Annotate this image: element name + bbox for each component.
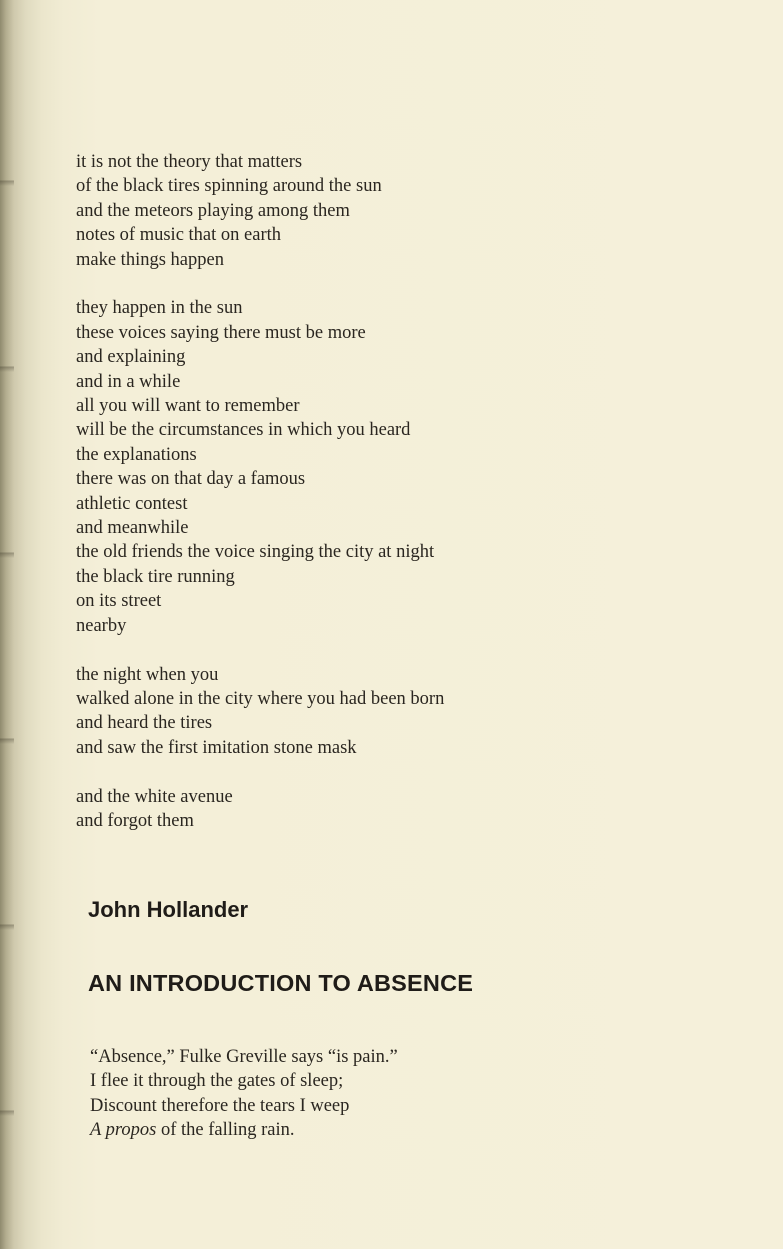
poem-line: walked alone in the city where you had been born xyxy=(76,688,445,709)
line-remainder: of the falling rain. xyxy=(156,1120,295,1141)
poem-line: all you will want to remember xyxy=(76,396,300,417)
poem-line: notes of music that on earth xyxy=(76,225,281,246)
poem-line: the night when you xyxy=(76,664,219,685)
poem-line: on its street xyxy=(76,591,162,612)
stanza-3 xyxy=(76,663,756,761)
poem-line: make things happen xyxy=(76,249,224,270)
poem-line: there was on that day a famous xyxy=(76,469,306,490)
stanza-4 xyxy=(76,785,756,834)
poem-line: it is not the theory that matters xyxy=(76,152,303,172)
poem-line: and saw the first imitation stone mask xyxy=(76,737,357,758)
poem-line: they happen in the sun xyxy=(76,298,243,319)
poem-line: the old friends the voice singing the city at night xyxy=(76,542,435,563)
poem-line: “Absence,” Fulke Greville says “is pain.” xyxy=(90,1047,398,1067)
poem-line: these voices saying there must be more xyxy=(76,322,366,343)
poem-line: I flee it through the gates of sleep; xyxy=(90,1071,344,1092)
poem-line: Discount therefore the tears I weep xyxy=(90,1095,350,1116)
poem-line: and the white avenue xyxy=(76,786,233,807)
italic-phrase: A propos xyxy=(90,1120,157,1141)
poem-line: and the meteors playing among them xyxy=(76,200,350,221)
poem-line: and explaining xyxy=(76,347,186,368)
poem-line: nearby xyxy=(76,615,127,636)
poem-line: and meanwhile xyxy=(76,518,189,539)
poem-line: will be the circumstances in which you heard xyxy=(76,420,411,441)
author-name: John Hollander xyxy=(88,897,249,922)
stanza-1 xyxy=(76,150,756,272)
poem-continuation xyxy=(76,150,756,858)
poem-line: athletic contest xyxy=(76,493,188,514)
poem-title: AN INTRODUCTION TO ABSENCE xyxy=(88,970,474,996)
poem-line: of the black tires spinning around the sun xyxy=(76,176,382,197)
poem-line xyxy=(90,1118,750,1142)
poem-line: and heard the tires xyxy=(76,713,213,734)
poem-body xyxy=(90,1045,750,1143)
poem-line: and in a while xyxy=(76,371,181,392)
poem-line: the black tire running xyxy=(76,566,235,587)
stanza-2 xyxy=(76,296,756,638)
poem-line: and forgot them xyxy=(76,810,194,831)
poem-line: the explanations xyxy=(76,444,197,465)
page-spine-shadow xyxy=(0,0,14,1249)
